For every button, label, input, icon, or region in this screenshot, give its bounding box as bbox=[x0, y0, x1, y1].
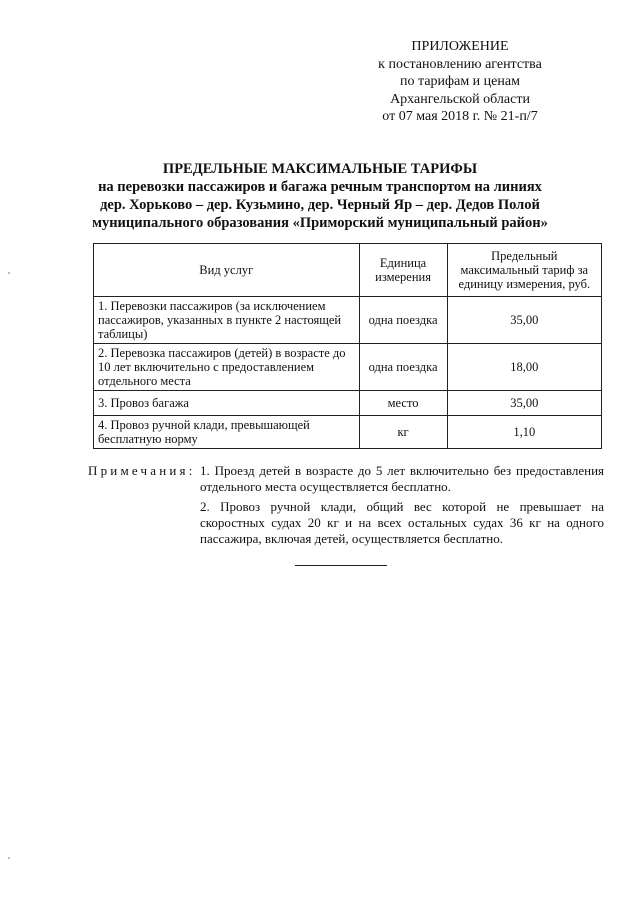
margin-mark bbox=[8, 857, 10, 859]
title-line: ПРЕДЕЛЬНЫЕ МАКСИМАЛЬНЫЕ ТАРИФЫ bbox=[162, 161, 478, 177]
tariffs-table bbox=[93, 243, 602, 449]
cell-unit: место bbox=[359, 391, 447, 416]
header-service-type: Вид услуг bbox=[94, 244, 360, 297]
cell-service: 2. Перевозка пассажиров (детей) в возрасте до 10 лет включительно с предоставлением отдельного места bbox=[94, 344, 360, 391]
header-unit: Единица измерения bbox=[359, 244, 447, 297]
cell-unit: одна поездка bbox=[359, 344, 447, 391]
notes-list bbox=[200, 463, 604, 551]
document-title bbox=[60, 160, 580, 232]
cell-tariff: 35,00 bbox=[447, 297, 601, 344]
cell-tariff: 18,00 bbox=[447, 344, 601, 391]
table-row bbox=[94, 416, 602, 449]
title-line: дер. Хорьково – дер. Кузьмино, дер. Черный Яр – дер. Дедов Полой bbox=[100, 197, 540, 213]
appendix-line: по тарифам и ценам bbox=[400, 74, 520, 89]
appendix-line: к постановлению агентства bbox=[378, 56, 542, 72]
title-line: муниципального образования «Приморский муниципальный район» bbox=[92, 215, 548, 231]
table-header-row bbox=[94, 244, 602, 297]
cell-tariff: 1,10 bbox=[447, 416, 601, 449]
note-item: 1. Проезд детей в возрасте до 5 лет включительно без предоставления отдельного места осуществляется бесплатно. bbox=[200, 463, 604, 494]
cell-tariff: 35,00 bbox=[447, 391, 601, 416]
cell-service: 3. Провоз багажа bbox=[94, 391, 360, 416]
appendix-block bbox=[340, 38, 580, 126]
appendix-line: Архангельской области bbox=[390, 91, 530, 107]
title-line: на перевозки пассажиров и багажа речным транспортом на линиях bbox=[98, 179, 542, 195]
margin-mark bbox=[8, 272, 10, 274]
cell-service: 1. Перевозки пассажиров (за исключением пассажиров, указанных в пункте 2 настоящей таблицы) bbox=[94, 297, 360, 344]
closing-rule bbox=[295, 565, 387, 566]
table-row bbox=[94, 391, 602, 416]
table-row bbox=[94, 344, 602, 391]
table-row bbox=[94, 297, 602, 344]
notes-label: Примечания: bbox=[88, 463, 196, 478]
note-item: 2. Провоз ручной клади, общий вес которой не превышает на скоростных судах 20 кг и на всех остальных судах 36 кг на одного пассажира, включая детей, осуществляется бесплатно. bbox=[200, 499, 604, 546]
appendix-heading: ПРИЛОЖЕНИЕ bbox=[411, 39, 509, 54]
appendix-date-number: от 07 мая 2018 г. № 21-п/7 bbox=[382, 109, 538, 124]
header-max-tariff: Предельный максимальный тариф за единицу измерения, руб. bbox=[447, 244, 601, 297]
cell-unit: одна поездка bbox=[359, 297, 447, 344]
cell-service: 4. Провоз ручной клади, превышающей бесплатную норму bbox=[94, 416, 360, 449]
cell-unit: кг bbox=[359, 416, 447, 449]
